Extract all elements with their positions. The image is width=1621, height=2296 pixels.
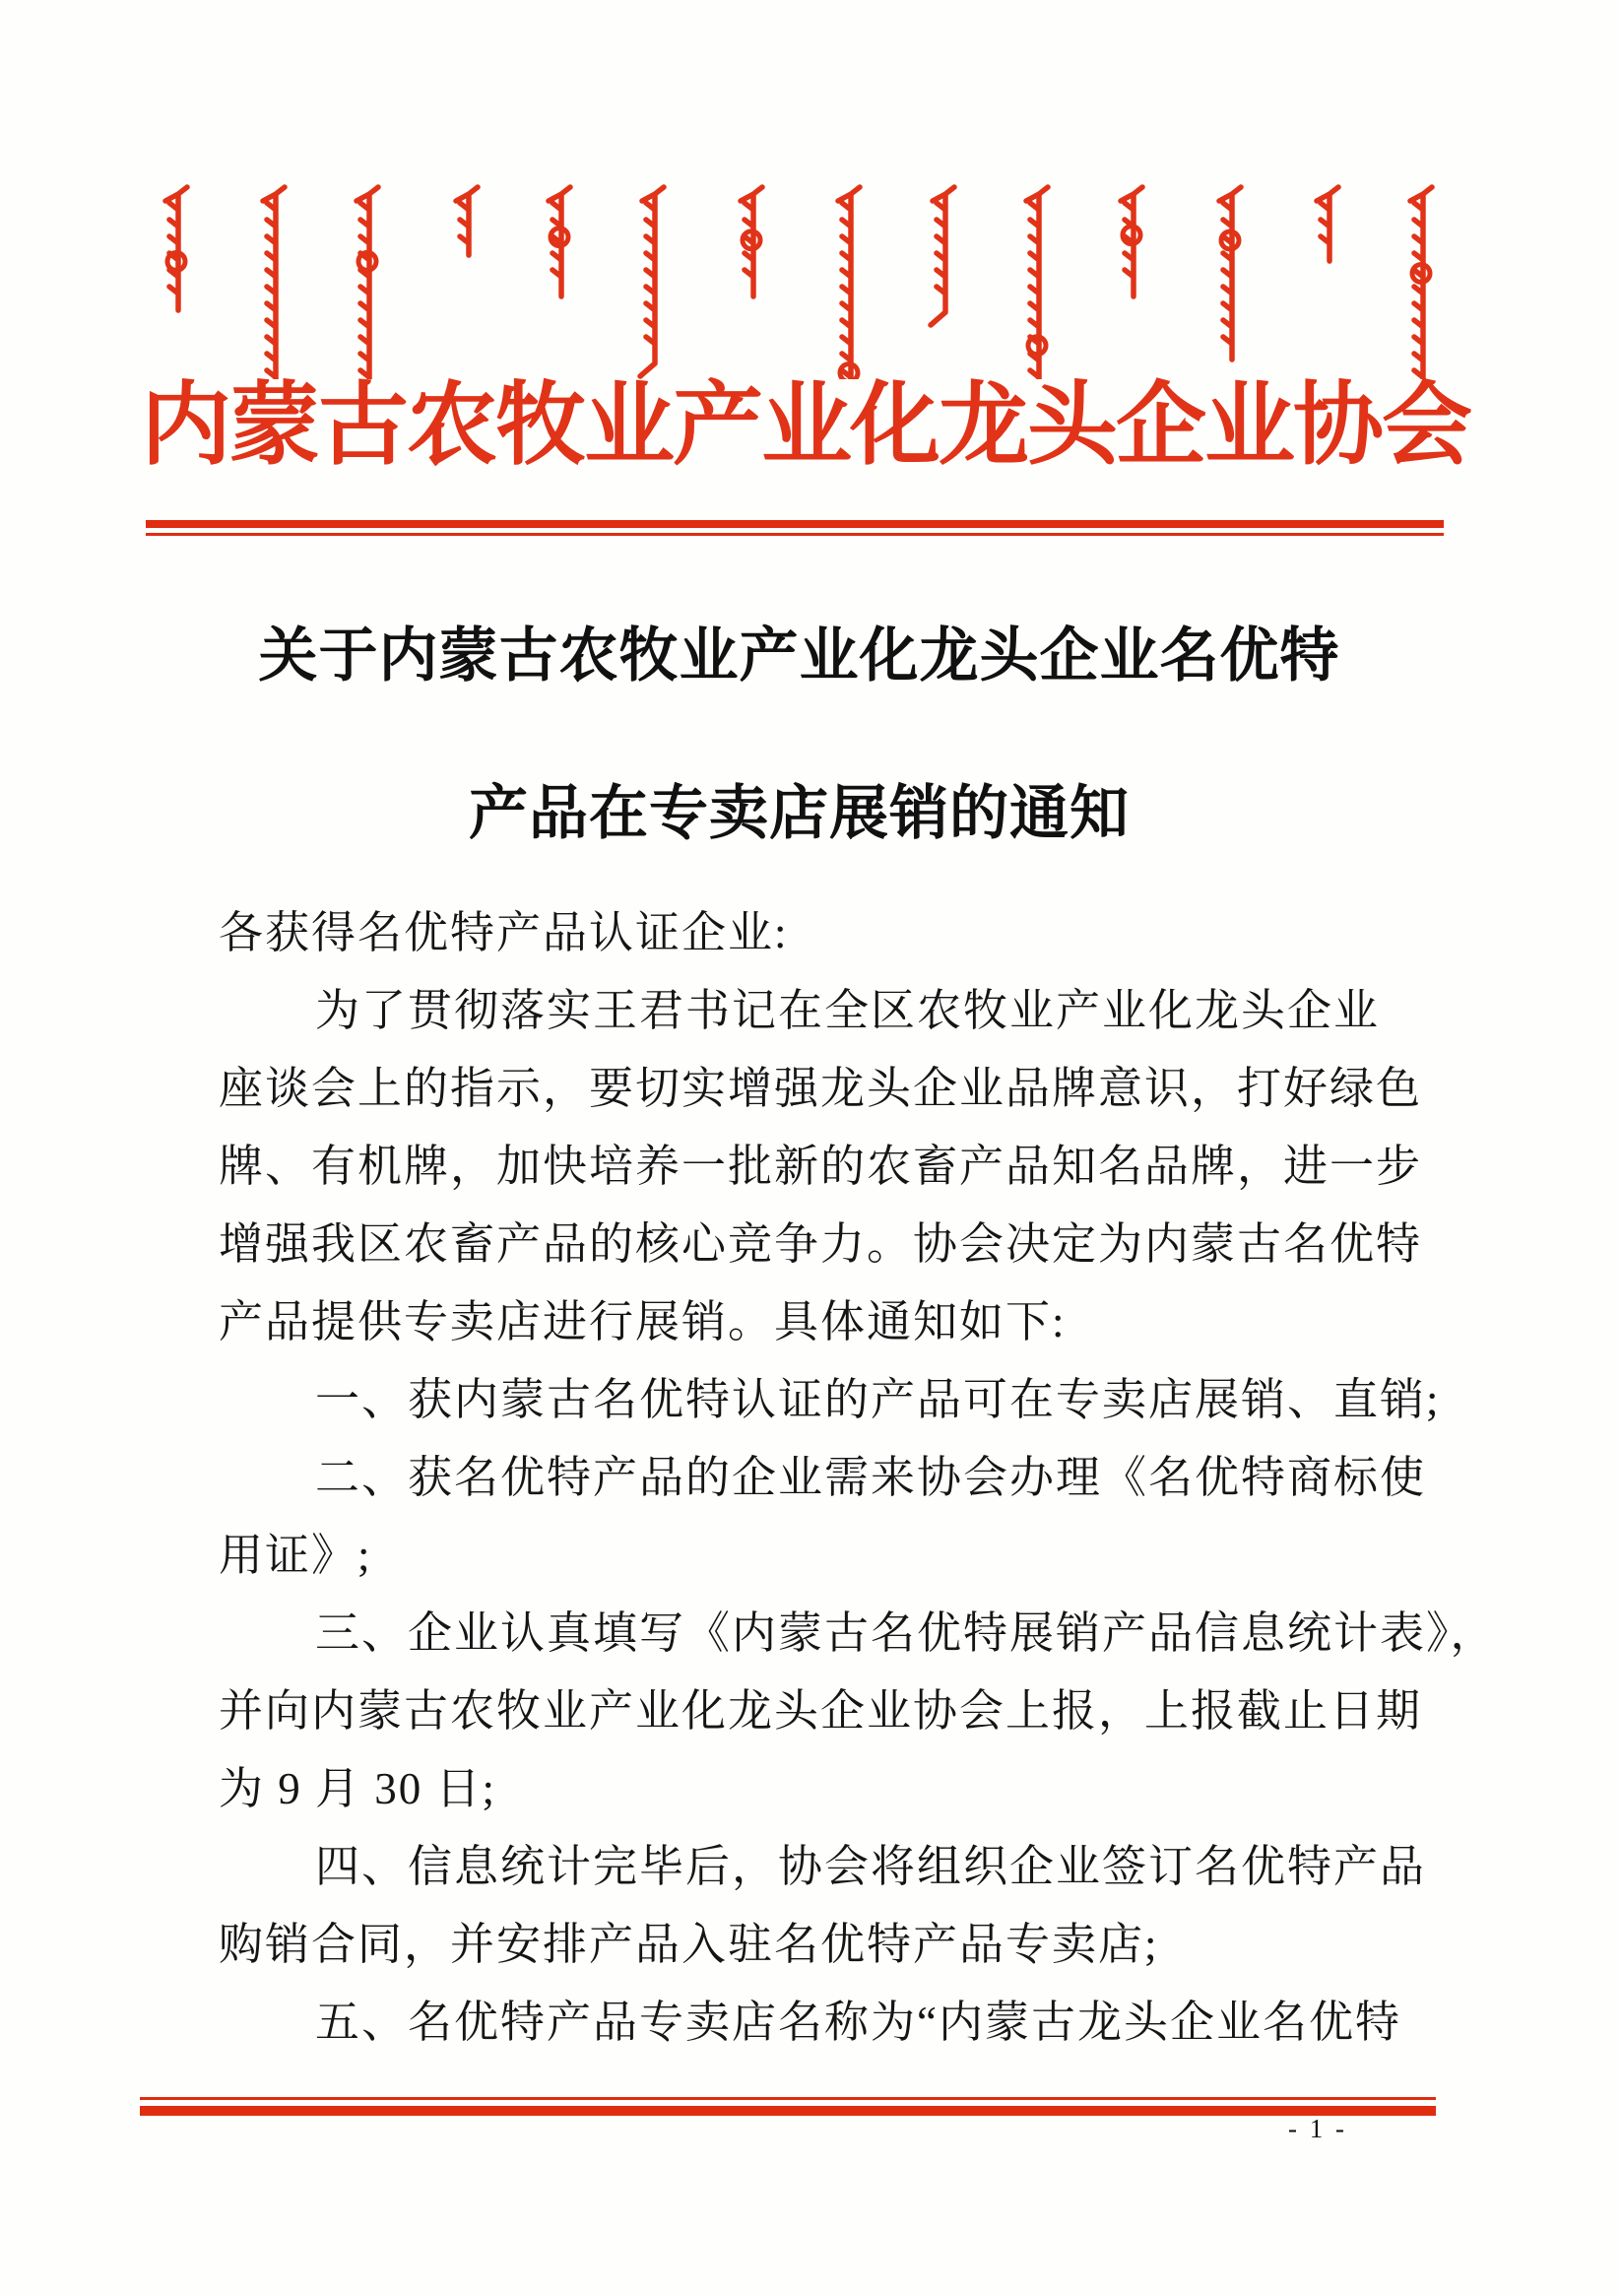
document-title-line2: 产品在专卖店展销的通知 xyxy=(469,781,1130,846)
body-line: 牌、有机牌，加快培养一批新的农畜产品知名品牌，进一步 xyxy=(219,1142,1423,1191)
body-line: 四、信息统计完毕后，协会将组织企业签订名优特产品 xyxy=(315,1842,1427,1891)
body-line: 增强我区农畜产品的核心竞争力。协会决定为内蒙古名优特 xyxy=(219,1219,1423,1269)
body-line: 用证》; xyxy=(219,1531,372,1580)
body-line: 五、名优特产品专卖店名称为“内蒙古龙头企业名优特 xyxy=(315,1998,1401,2047)
header-rule-thin xyxy=(146,533,1444,536)
body-line: 一、获内蒙古名优特认证的产品可在专卖店展销、直销; xyxy=(315,1375,1441,1424)
body-line: 产品提供专卖店进行展销。具体通知如下: xyxy=(219,1297,1067,1346)
document-body xyxy=(219,894,1497,2062)
body-line: 并向内蒙古农牧业产业化龙头企业协会上报，上报截止日期 xyxy=(219,1686,1423,1736)
association-name: 内蒙古农牧业产业化龙头企业协会 xyxy=(141,375,1471,476)
body-line: 座谈会上的指示，要切实增强龙头企业品牌意识，打好绿色 xyxy=(219,1064,1423,1113)
body-line: 购销合同，并安排产品入驻名优特产品专卖店; xyxy=(219,1920,1159,1969)
body-line: 各获得名优特产品认证企业: xyxy=(219,908,789,957)
footer-rule-thin xyxy=(140,2097,1436,2100)
document-title-line1: 关于内蒙古农牧业产业化龙头企业名优特 xyxy=(258,623,1340,689)
mongolian-script-icon xyxy=(0,182,1621,379)
body-line: 三、企业认真填写《内蒙古名优特展销产品信息统计表》， xyxy=(315,1608,1497,1658)
body-line: 二、获名优特产品的企业需来协会办理《名优特商标使 xyxy=(315,1453,1427,1502)
footer-rule-thick xyxy=(140,2106,1436,2116)
body-line: 为 9 月 30 日; xyxy=(219,1764,497,1813)
header-rule-thick xyxy=(146,520,1444,528)
body-line: 为了贯彻落实王君书记在全区农牧业产业化龙头企业 xyxy=(315,986,1381,1035)
page-number: - 1 - xyxy=(1288,2114,1347,2143)
